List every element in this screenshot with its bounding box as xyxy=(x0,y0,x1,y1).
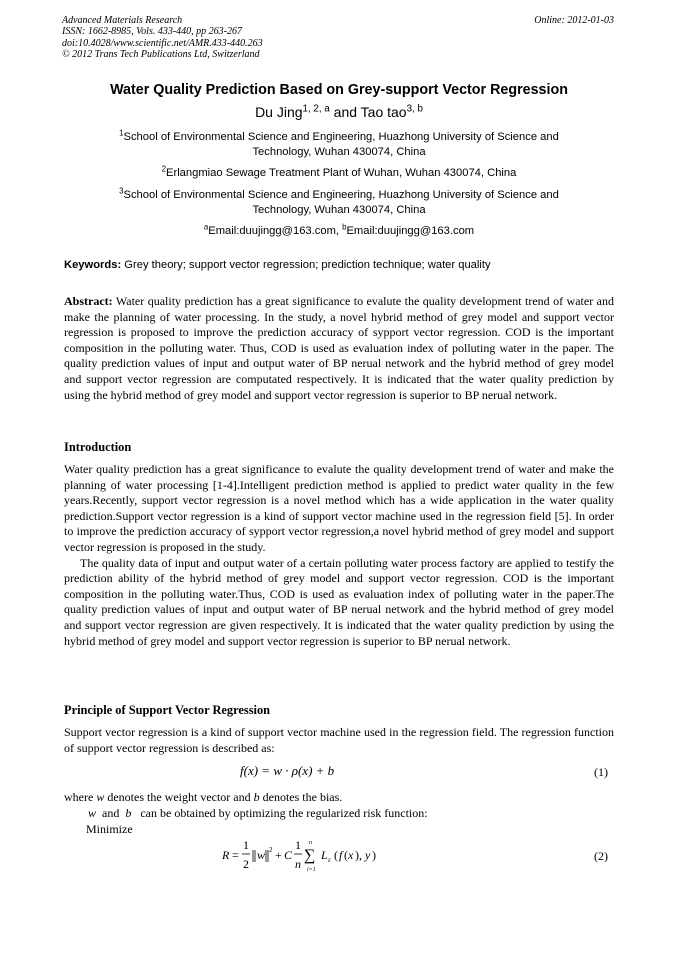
section-heading-principle: Principle of Support Vector Regression xyxy=(64,703,271,717)
svg-text:=: = xyxy=(232,848,239,862)
email-line xyxy=(90,224,588,239)
email-a-sup: a xyxy=(203,222,209,232)
svg-text:+: + xyxy=(275,848,282,862)
abstract xyxy=(64,294,614,403)
author-conjunction: and xyxy=(329,104,361,120)
svg-text:L: L xyxy=(321,848,328,862)
svg-text:C: C xyxy=(284,848,293,862)
svg-text:R: R xyxy=(222,848,230,862)
wb-line xyxy=(88,806,608,822)
equation-1-number: (1) xyxy=(594,765,608,779)
author-2: Tao tao xyxy=(360,104,407,120)
affiliation-1 xyxy=(90,130,588,160)
minimize-label: Minimize xyxy=(86,822,133,836)
abstract-label: Abstract: xyxy=(64,294,113,308)
wb-rest: can be obtained by optimizing the regularized risk function: xyxy=(131,806,428,820)
author-line xyxy=(0,104,678,120)
where-line xyxy=(64,790,614,806)
svg-text:i=1: i=1 xyxy=(307,867,316,873)
doi: doi:10.4028/www.scientific.net/AMR.433-440.263 xyxy=(62,37,263,49)
affiliation-1-text: School of Environmental Science and Engineering, Huazhong University of Science and Technology, Wuhan 430074, China xyxy=(123,131,559,158)
svg-text:1: 1 xyxy=(243,838,249,852)
svg-text:w: w xyxy=(257,848,266,862)
svg-text:2: 2 xyxy=(269,846,273,854)
abstract-text: Water quality prediction has a great significance to evalute the quality development trend of water and make the planning of water processing. In the study, a novel hybrid method of grey model and support vector regression is proposed to improve the prediction accuracy of sypport vector regression. COD is the important composition in the polluting water. Thus, COD is used as evaluation index of polluting water in the paper. The quality prediction values of input and output water of BP nerual network and the hybrid method of grey model and support vector regression are computated respectively. It is indicated that the water quality prediction by using the hybrid method of grey model and support vector regression is superior to BP nerual network. xyxy=(64,294,614,402)
keywords-label: Keywords: xyxy=(64,259,122,271)
where-text-2: denotes the weight vector and xyxy=(104,790,254,804)
var-w: w xyxy=(96,790,105,804)
paper-title: Water Quality Prediction Based on Grey-support Vector Regression xyxy=(110,82,568,98)
copyright: © 2012 Trans Tech Publications Ltd, Switzerland xyxy=(62,49,260,61)
author-1-affil: 1, 2, a xyxy=(302,103,330,115)
email-b[interactable]: Email:duujingg@163.com xyxy=(346,225,475,237)
principle-paragraph: Support vector regression is a kind of support vector machine used in the regression field. The regression function of support vector regression is described as: xyxy=(64,725,614,755)
journal-info xyxy=(62,15,263,61)
issn: ISSN: 1662-8985, Vols. 433-440, pp 263-267 xyxy=(62,26,242,38)
section-heading-introduction: Introduction xyxy=(64,440,132,454)
svg-text:2: 2 xyxy=(243,857,249,871)
affiliation-2-text: Erlangmiao Sewage Treatment Plant of Wuhan, Wuhan 430074, China xyxy=(166,167,517,179)
affiliation-3-sup: 3 xyxy=(119,186,124,196)
svg-text:n: n xyxy=(295,857,301,871)
risk-function-formula xyxy=(222,838,392,874)
keywords-text: Grey theory; support vector regression; prediction technique; water quality xyxy=(121,259,491,271)
svg-text:),: ), xyxy=(355,848,362,862)
wb-and: and xyxy=(96,806,126,820)
journal-name: Advanced Materials Research xyxy=(62,15,183,26)
svg-text:x: x xyxy=(348,848,354,862)
svg-text:n: n xyxy=(309,840,312,846)
equation-2 xyxy=(222,838,392,874)
svg-text:(: ( xyxy=(344,848,348,862)
svg-text:(: ( xyxy=(334,848,338,862)
affiliation-3-text: School of Environmental Science and Engineering, Huazhong University of Science and Technology, Wuhan 430074, China xyxy=(123,189,559,216)
svg-text:∑: ∑ xyxy=(304,847,316,864)
affiliation-3 xyxy=(90,188,588,218)
equation-2-number: (2) xyxy=(594,849,608,863)
svg-text:): ) xyxy=(372,848,376,862)
keywords xyxy=(64,259,491,271)
intro-paragraph-2: The quality data of input and output water of a certain polluting water process factory are applied to testify the prediction ability of the hybrid method of grey model and support vector regression. COD is the important composition in the polluting water.Thus, COD is used as evaluation index of polluting water in the paper.The quality prediction values of input and output water of BP nerual network and the hybrid method of grey model and support vector regression are given respectively. It is indicated that the water quality prediction by using the hybrid method of grey model and support vector regression is superior to BP nerual network. xyxy=(64,555,614,648)
svg-text:y: y xyxy=(365,848,371,862)
var-b: b xyxy=(253,790,260,804)
var-b-2: b xyxy=(125,806,132,820)
affiliation-2 xyxy=(90,166,588,181)
affiliation-1-sup: 1 xyxy=(119,128,124,138)
intro-paragraph-1: Water quality prediction has a great significance to evalute the quality development trend of water and make the planning of water processing [1-4].Intelligent prediction method is applied to predict water quality in the few years.Recently, support vector regression is a novel method which has a wide application in the water quality prediction.Support vector regression is a kind of support vector machine used in the regression field [5]. In order to improve the prediction accuracy of sypport vector regression,a novel hybrid method of grey model and support vector regression is proposed in the study. xyxy=(64,462,614,554)
where-text: where xyxy=(64,790,97,804)
author-2-affil: 3, b xyxy=(406,103,423,115)
svg-text:1: 1 xyxy=(295,838,301,852)
equation-1: f(x) = w · ρ(x) + b xyxy=(240,763,335,778)
svg-text:f: f xyxy=(339,848,343,862)
affiliation-2-sup: 2 xyxy=(161,164,166,174)
email-b-sup: b xyxy=(342,222,347,232)
introduction-body xyxy=(64,462,614,649)
svg-text:ε: ε xyxy=(328,856,331,864)
online-date: Online: 2012-01-03 xyxy=(534,15,614,26)
email-a[interactable]: Email:duujingg@163.com, xyxy=(208,225,343,237)
var-w-2: w xyxy=(88,806,97,820)
author-1: Du Jing xyxy=(255,104,303,120)
where-text-3: denotes the bias. xyxy=(259,790,343,804)
